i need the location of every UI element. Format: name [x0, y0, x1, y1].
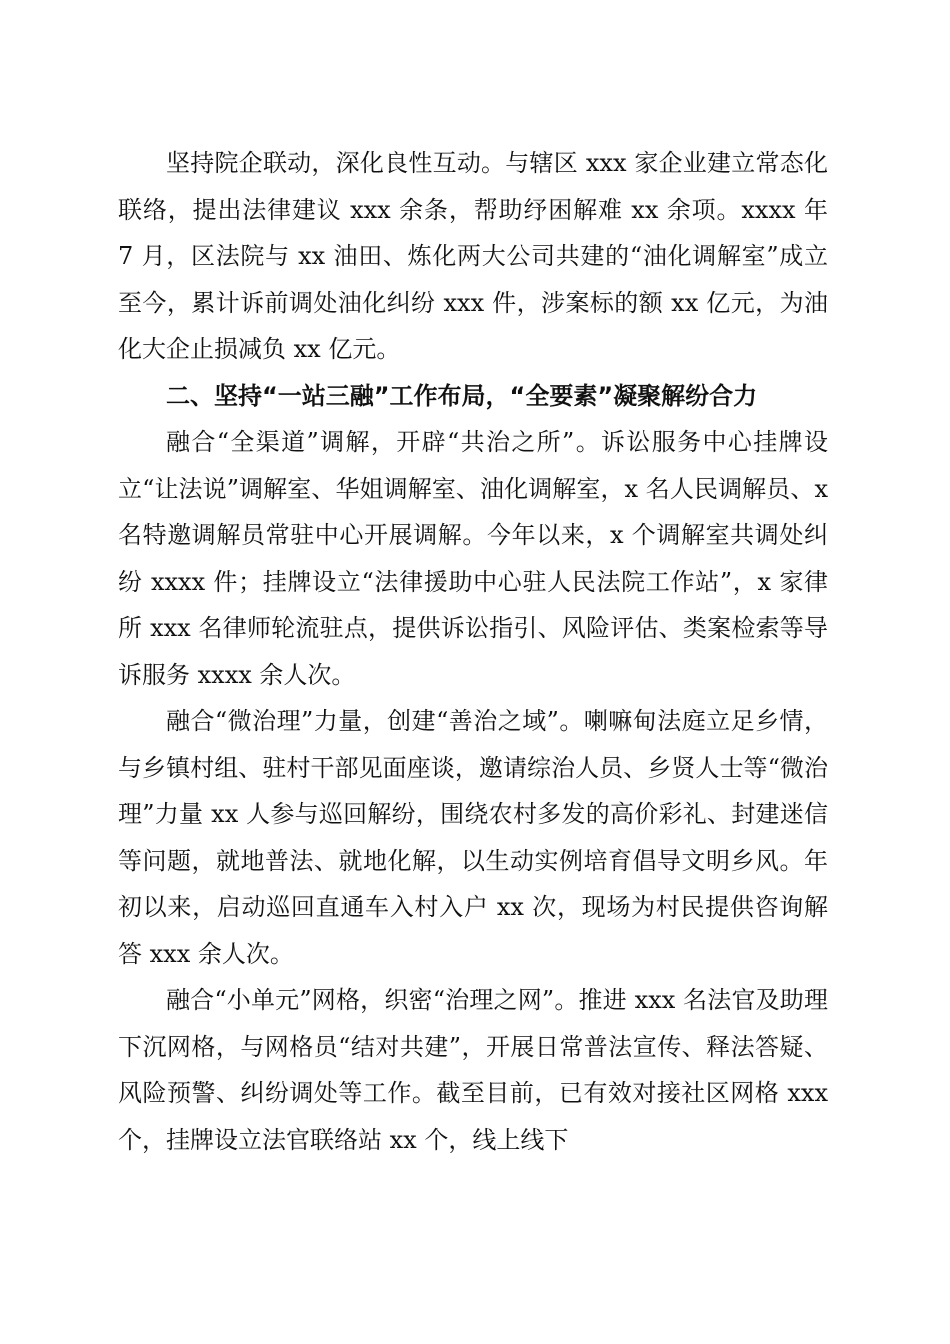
section-heading-two: 二、坚持“一站三融”工作布局，“全要素”凝聚解纷合力: [166, 381, 758, 410]
paragraph-grid-governance: 融合“小单元”网格，织密“治理之网”。推进 xxx 名法官及助理下沉网格，与网格员“结对共建”，开展日常普法宣传、释法答疑、风险预警、纠纷调处等工作。截至目前，已有效对接社区网格 xxx 个，挂牌设立法官联络站 xx 个，线上线下: [118, 986, 828, 1154]
paragraph-enterprise-linkage: 坚持院企联动，深化良性互动。与辖区 xxx 家企业建立常态化联络，提出法律建议 xxx 余条，帮助纾困解难 xx 余项。xxxx 年 7 月，区法院与 xx 油田、炼化两大公司共建的“油化调解室”成立至今，累计诉前调处油化纠纷 xxx 件，涉案标的额 xx 亿元，为油化大企止损减负 xx 亿元。: [118, 149, 828, 363]
document-body: [118, 140, 828, 1163]
paragraph-all-channel-mediation: 融合“全渠道”调解，开辟“共治之所”。诉讼服务中心挂牌设立“让法说”调解室、华姐调解室、油化调解室，x 名人民调解员、x 名特邀调解员常驻中心开展调解。今年以来，x 个调解室共调处纠纷 xxxx 件；挂牌设立“法律援助中心驻人民法院工作站”，x 家律所 xxx 名律师轮流驻点，提供诉讼指引、风险评估、类案检索等导诉服务 xxxx 余人次。: [118, 428, 828, 689]
paragraph-micro-governance: 融合“微治理”力量，创建“善治之域”。喇嘛甸法庭立足乡情，与乡镇村组、驻村干部见面座谈，邀请综治人员、乡贤人士等“微治理”力量 xx 人参与巡回解纷，围绕农村多发的高价彩礼、封建迷信等问题，就地普法、就地化解，以生动实例培育倡导文明乡风。年初以来，启动巡回直通车入村入户 xx 次，现场为村民提供咨询解答 xxx 余人次。: [118, 707, 828, 968]
